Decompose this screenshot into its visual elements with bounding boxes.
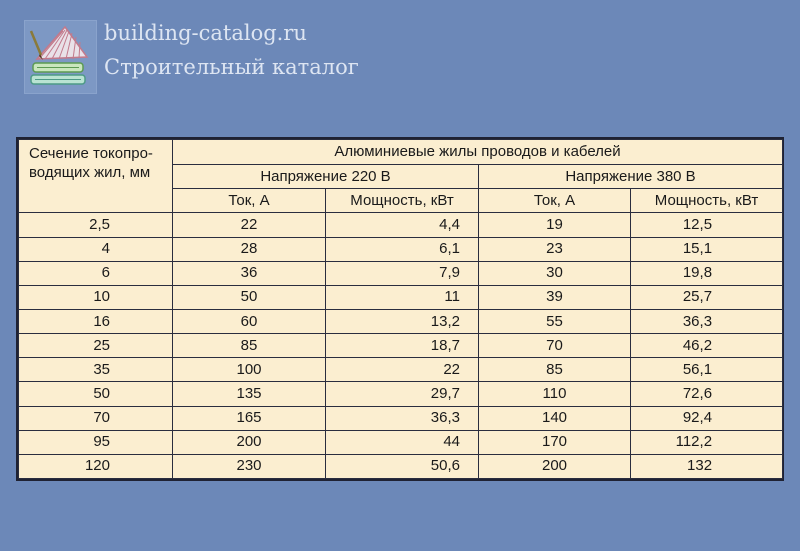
section-cell: 16: [19, 309, 173, 333]
power-380-cell: 46,2: [631, 334, 783, 358]
current-380-cell: 85: [479, 358, 631, 382]
power-380-cell: 25,7: [631, 285, 783, 309]
power-220-cell: 44: [326, 430, 479, 454]
site-name[interactable]: building-catalog.ru: [104, 21, 307, 45]
current-380-cell: 39: [479, 285, 631, 309]
current-220-cell: 100: [173, 358, 326, 382]
cable-table-frame: [16, 137, 784, 481]
current-220-header: Ток, А: [173, 189, 326, 213]
site-subtitle: Строительный каталог: [104, 55, 359, 79]
current-220-cell: 28: [173, 237, 326, 261]
table-row: [19, 237, 783, 261]
group-header: Алюминиевые жилы проводов и кабелей: [173, 140, 783, 165]
current-380-header: Ток, А: [479, 189, 631, 213]
power-220-cell: 22: [326, 358, 479, 382]
section-cell: 35: [19, 358, 173, 382]
power-220-cell: 11: [326, 285, 479, 309]
table-row: [19, 382, 783, 406]
power-220-cell: 18,7: [326, 334, 479, 358]
current-380-cell: 140: [479, 406, 631, 430]
section-cell: 25: [19, 334, 173, 358]
power-220-cell: 50,6: [326, 454, 479, 478]
section-cell: 95: [19, 430, 173, 454]
power-220-cell: 13,2: [326, 309, 479, 333]
current-380-cell: 110: [479, 382, 631, 406]
current-220-cell: 200: [173, 430, 326, 454]
current-220-cell: 60: [173, 309, 326, 333]
current-220-cell: 85: [173, 334, 326, 358]
power-380-cell: 12,5: [631, 213, 783, 237]
voltage-220-header: Напряжение 220 В: [173, 165, 479, 189]
table-row: [19, 334, 783, 358]
section-cell: 10: [19, 285, 173, 309]
table-row: [19, 309, 783, 333]
section-header: Сечение токопро-водящих жил, мм: [19, 140, 173, 213]
current-380-cell: 23: [479, 237, 631, 261]
current-220-cell: 50: [173, 285, 326, 309]
power-380-cell: 56,1: [631, 358, 783, 382]
power-380-cell: 19,8: [631, 261, 783, 285]
section-cell: 4: [19, 237, 173, 261]
table-row: [19, 358, 783, 382]
current-220-cell: 36: [173, 261, 326, 285]
table-row: [19, 261, 783, 285]
current-380-cell: 70: [479, 334, 631, 358]
section-cell: 70: [19, 406, 173, 430]
table-row: [19, 430, 783, 454]
aluminum-cable-table: [18, 139, 783, 479]
section-cell: 120: [19, 454, 173, 478]
current-380-cell: 200: [479, 454, 631, 478]
power-220-cell: 4,4: [326, 213, 479, 237]
current-220-cell: 165: [173, 406, 326, 430]
power-380-cell: 72,6: [631, 382, 783, 406]
power-380-cell: 15,1: [631, 237, 783, 261]
table-row: [19, 285, 783, 309]
power-380-cell: 36,3: [631, 309, 783, 333]
current-220-cell: 135: [173, 382, 326, 406]
power-220-cell: 36,3: [326, 406, 479, 430]
current-380-cell: 55: [479, 309, 631, 333]
power-380-cell: 112,2: [631, 430, 783, 454]
power-380-cell: 132: [631, 454, 783, 478]
table-row: [19, 406, 783, 430]
current-380-cell: 19: [479, 213, 631, 237]
table-row: [19, 454, 783, 478]
power-220-cell: 7,9: [326, 261, 479, 285]
section-cell: 6: [19, 261, 173, 285]
table-row: [19, 213, 783, 237]
power-220-header: Мощность, кВт: [326, 189, 479, 213]
current-220-cell: 22: [173, 213, 326, 237]
voltage-380-header: Напряжение 380 В: [479, 165, 783, 189]
section-cell: 2,5: [19, 213, 173, 237]
power-380-cell: 92,4: [631, 406, 783, 430]
power-380-header: Мощность, кВт: [631, 189, 783, 213]
current-380-cell: 170: [479, 430, 631, 454]
current-220-cell: 230: [173, 454, 326, 478]
current-380-cell: 30: [479, 261, 631, 285]
power-220-cell: 29,7: [326, 382, 479, 406]
books-stack-logo-icon: [24, 20, 97, 94]
power-220-cell: 6,1: [326, 237, 479, 261]
section-cell: 50: [19, 382, 173, 406]
